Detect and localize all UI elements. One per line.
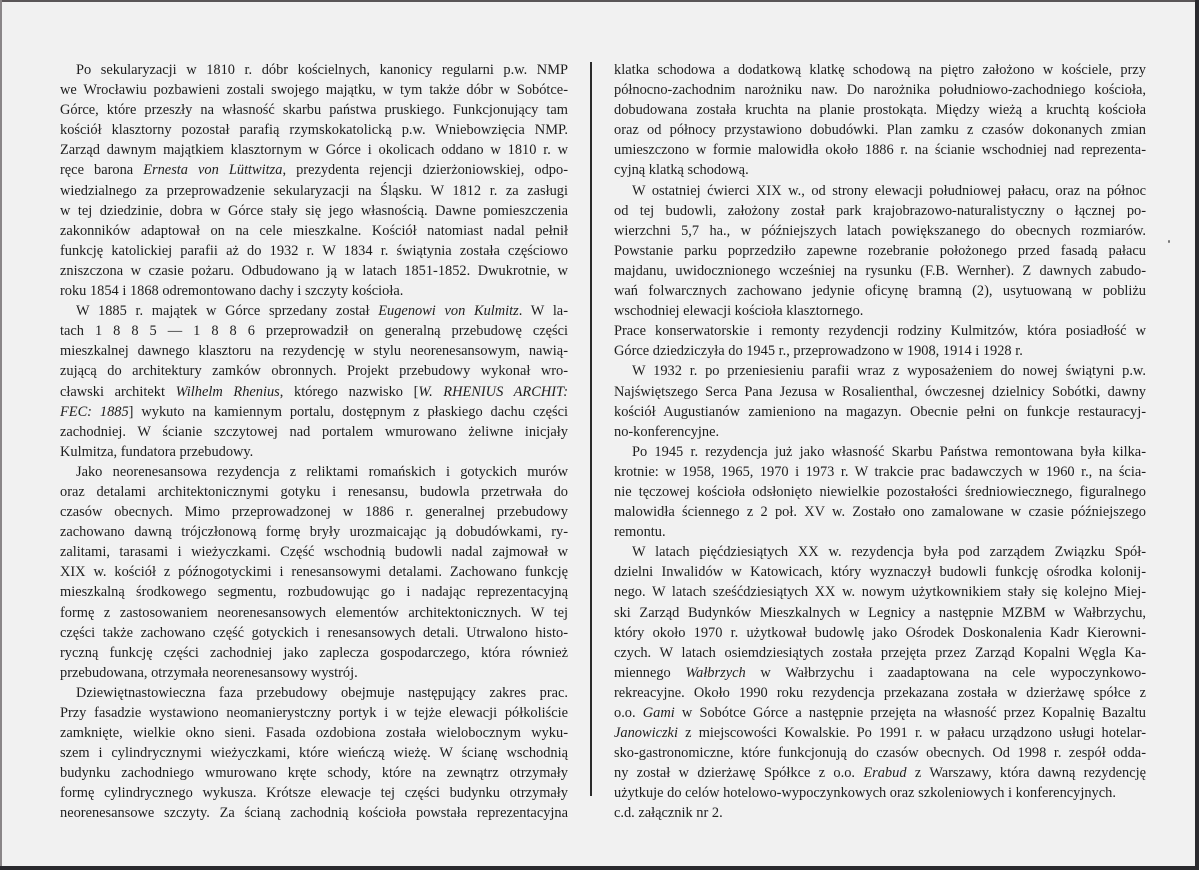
line-text: Górce dziedziczyła do 1945 r., przeprowadzono w 1908, 1914 i 1928 r.	[614, 343, 1023, 360]
text-line	[614, 803, 1146, 823]
italic-name: Eugenowi von Kulmitz	[378, 303, 519, 320]
line-text: zalitami, tarasami i wieżyczkami. Część wschodnią budowli nadal zajmował w	[60, 544, 568, 561]
text-line	[614, 582, 1146, 602]
line-text: W ostatniej ćwierci XIX w., od strony elewacji południowej pałacu, oraz na północ	[632, 182, 1146, 199]
line-text: Po sekularyzacji w 1810 r. dóbr kościelnych, kanonicy regularni p.w. NMP	[76, 62, 568, 78]
line-text: z miejscowości Kowalskie. Po 1991 r. w pałacu urządzono usługi hotelar-	[677, 725, 1146, 742]
text-line	[60, 462, 568, 482]
line-text: wiedzialnego za przeprowadzenie sekularyzacji na Śląsku. W 1812 r. za zasługi	[60, 182, 568, 199]
text-line	[614, 160, 1146, 180]
text-line	[60, 422, 568, 442]
text-line	[60, 442, 568, 462]
line-text: krotnie: w 1958, 1965, 1970 i 1973 r. W trakcie prac badawczych w 1960 r., na ścia-	[614, 463, 1146, 480]
text-column-right	[614, 60, 1146, 824]
text-line	[614, 221, 1146, 241]
line-text: czych. W latach osiemdziesiątych została przejęta przez Zarząd Kopalni Węgla Ka-	[614, 644, 1146, 661]
line-text: rekreacyjne. Około 1990 roku rezydencja przekazana została w dzierżawę spółce z	[614, 684, 1146, 701]
line-text: ryczną funkcję części zachodniej jako zaplecza gospodarczego, która również	[60, 644, 568, 661]
line-text: ny został w dzierżawę Spółkce z o.o.	[614, 765, 864, 782]
line-text: klatka schodowa a dodatkową klatkę schodową na piętro założono w kościele, przy	[614, 62, 1146, 78]
text-line	[60, 160, 568, 180]
text-line	[614, 422, 1146, 442]
text-line	[614, 603, 1146, 623]
text-line	[614, 522, 1146, 542]
text-line	[60, 643, 568, 663]
line-text: Najświętszego Serca Pana Jezusa w Rosalienthal, ówczesnej dzielnicy Sobótki, dawny	[614, 383, 1146, 400]
line-text: roku 1854 i 1868 odremontowano dachy i szczyty kościoła.	[60, 283, 404, 300]
text-line	[614, 100, 1146, 120]
line-text: z Warszawy, która dawną rezydencję	[906, 765, 1146, 782]
line-text: w Sobótce Górce a następnie przejęta na własność przez Kopalnię Bazaltu	[674, 705, 1147, 721]
text-line	[614, 241, 1146, 261]
text-line	[60, 361, 568, 381]
line-text: majdanu, uwidocznionego wcześniej na rysunku (F.B. Wernher). Z dawnych zabudo-	[614, 262, 1146, 279]
line-text: kościół klasztorny pozostał parafią rzymskokatolicką p.w. Wniebowzięcia NMP.	[60, 122, 568, 139]
line-text: zachodniej. W ścianie szczytowej nad portalem wmurowano żeliwne inicjały	[60, 423, 568, 440]
text-line	[614, 261, 1146, 281]
scan-border-right	[1195, 0, 1199, 870]
line-text: Jako neorenesansowa rezydencja z reliktami romańskich i gotyckich murów	[76, 463, 568, 480]
text-line	[614, 361, 1146, 381]
line-text: Prace konserwatorskie i remonty rezydencji rodziny Kulmitzów, która posiadłość w	[614, 323, 1146, 340]
line-text: użytkuje do celów hotelowo-wypoczynkowych oraz szkoleniowych i konferencyjnych.	[614, 785, 1116, 802]
italic-name: Ernesta von Lüttwitza	[143, 162, 283, 179]
italic-name: FEC: 1885	[60, 403, 129, 420]
text-line	[60, 582, 568, 602]
text-line	[60, 502, 568, 522]
line-text: c.d. załącznik nr 2.	[614, 805, 723, 822]
line-text: budynku zachodniego wmurowano kręte schody, które na zewnątrz otrzymały	[60, 765, 568, 782]
text-line	[60, 120, 568, 140]
line-text: przebudowana, otrzymała neorenesansowy wystrój.	[60, 664, 358, 681]
text-line	[614, 402, 1146, 422]
text-line	[614, 663, 1146, 683]
text-column-left	[60, 60, 568, 824]
text-line	[614, 683, 1146, 703]
text-line	[614, 281, 1146, 301]
line-text: cławski architekt	[60, 383, 176, 400]
text-line	[614, 120, 1146, 140]
line-text: zującą do architektury zamków obronnych. Projekt przebudowy wykonał wro-	[60, 363, 568, 380]
line-text: północno-zachodnim narożniku naw. Do narożnika południowo-zachodniego kościoła,	[614, 82, 1146, 99]
text-line	[614, 783, 1146, 803]
line-text: dobudowana została kruchta na planie prostokąta. Między wieżą a kruchtą kościoła	[614, 102, 1146, 119]
line-text: zakonników adaptował on na cele mieszkalne. Kościół natomiast nadal pełnił	[60, 222, 568, 239]
line-text: o.o.	[614, 705, 643, 721]
italic-name: Janowiczki	[614, 725, 678, 742]
text-line	[614, 181, 1146, 201]
line-text: Zarząd dawnym majątkiem klasztornym w Górce i okolicach oddano w 1810 r. w	[60, 142, 568, 159]
line-text: dzielni Inwalidów w Katowicach, który wyznaczył budowli funkcję ośrodka kolonij-	[614, 564, 1146, 581]
text-line	[60, 663, 568, 683]
line-text: tach 1 8 8 5 — 1 8 8 6 przeprowadził on generalną przebudowę części	[60, 323, 568, 340]
line-text: W 1932 r. po przeniesieniu parafii wraz z wyposażeniem do nowej świątyni p.w.	[632, 363, 1146, 380]
text-line	[614, 743, 1146, 763]
text-line	[614, 482, 1146, 502]
line-text: no-konferencyjne.	[614, 423, 720, 440]
line-text: umieszczono w formie malowidła około 1886 r. na ścianie wschodniej nad reprezenta-	[614, 142, 1146, 159]
text-line	[60, 402, 568, 422]
line-text: nie tęczowej kościoła odsłonięto niewielkie pozostałości średniowiecznego, figuralnego	[614, 483, 1146, 500]
scan-speck	[1168, 240, 1170, 243]
text-line	[60, 562, 568, 582]
line-text: czasów obecnych. Mimo przeprowadzonej w 1886 r. generalnej przebudowy	[60, 504, 568, 521]
line-text: wań folwarcznych zachowano jedynie oficynę bramną (2), usytuowaną w pobliżu	[614, 283, 1146, 300]
text-line	[614, 341, 1146, 361]
line-text: wschodniej elewacji kościoła klasztornego.	[614, 303, 864, 320]
line-text: . W la-	[518, 303, 568, 320]
text-line	[60, 703, 568, 723]
italic-name: Wilhelm Rhenius	[175, 383, 280, 400]
line-text: Kulmitza, fundatora przebudowy.	[60, 443, 254, 460]
text-line	[60, 140, 568, 160]
line-text: zamknięte, wielkie okno sieni. Fasada ozdobiona została wielobocznym wyku-	[60, 725, 568, 742]
line-text: od tej budowli, założony został park krajobrazowo-naturalistyczny o łącznej po-	[614, 202, 1146, 219]
text-line	[614, 301, 1146, 321]
text-line	[614, 623, 1146, 643]
line-text: oraz detalami architektonicznymi gotyku i renesansu, budowla przetrwała do	[60, 483, 568, 500]
line-text: mieszkalną środkowego segmentu, rozbudowując go i nadając reprezentacyjną	[60, 584, 568, 601]
text-line	[60, 482, 568, 502]
line-text: ręce barona	[60, 162, 144, 179]
text-line	[614, 140, 1146, 160]
text-line	[60, 281, 568, 301]
text-line	[614, 643, 1146, 663]
text-line	[614, 80, 1146, 100]
line-text: Górce, które przeszły na własność skarbu państwa pruskiego. Funkcjonujący tam	[60, 102, 568, 119]
line-text: formę z zastosowaniem neorenesansowych elementów architektonicznych. W tej	[60, 604, 568, 621]
line-text: , prezydenta rejencji dzierżoniowskiej, odpo-	[282, 162, 568, 179]
text-line	[60, 743, 568, 763]
line-text: formę cylindrycznego wykusza. Krótsze elewacje tej części budynku otrzymały	[60, 785, 568, 802]
line-text: XIX w. kościół z późnogotyckimi i renesansowymi detalami. Zachowano funkcję	[60, 564, 568, 581]
line-text: mieszkalnej dawnego klasztoru na rezydencję w stylu neorenesansowym, nawią-	[60, 343, 568, 360]
text-line	[614, 763, 1146, 783]
text-line	[60, 683, 568, 703]
line-text: nego. W latach sześćdziesiątych XX w. nowym użytkownikiem stały się kolejno Miej-	[614, 584, 1146, 601]
line-text: we Wrocławiu pozbawieni zostali swojego majątku, w tym także dóbr w Sobótce-	[60, 82, 568, 99]
scan-border-left	[0, 0, 2, 870]
text-line	[614, 542, 1146, 562]
text-line	[614, 442, 1146, 462]
line-text: ski Zarząd Budynków Mieszkalnych w Legnicy a następnie MZBM w Wałbrzychu,	[614, 604, 1146, 621]
line-text: W latach pięćdziesiątych XX w. rezydencja była pod zarządem Związku Spół-	[632, 544, 1146, 561]
text-line	[60, 221, 568, 241]
text-line	[614, 723, 1146, 743]
text-line	[60, 181, 568, 201]
text-line	[60, 301, 568, 321]
line-text: malowidła ściennego z 2 poł. XV w. Zostało ono zamalowane w czasie późniejszego	[614, 504, 1146, 521]
text-line	[60, 382, 568, 402]
text-line	[60, 60, 568, 80]
line-text: zniszczona w czasie pożaru. Odbudowano ją w latach 1851-1852. Dwukrotnie, w	[60, 262, 568, 279]
line-text: kościół Augustianów zamieniono na magazyn. Obecnie pełni on funkcje restauracyj-	[614, 403, 1146, 420]
line-text: sko-gastronomiczne, które funkcjonują do czasów obecnych. Od 1998 r. zespół odda-	[614, 745, 1146, 762]
text-line	[60, 341, 568, 361]
line-text: części także zachowano część gotyckich i renesansowych detali. Utrwalono histo-	[60, 624, 568, 641]
text-line	[60, 803, 568, 823]
text-line	[614, 201, 1146, 221]
italic-name: Wałbrzych	[685, 664, 746, 681]
line-text: który około 1970 r. użytkował budowlę jako Ośrodek Doskonalenia Kadr Kierowni-	[614, 624, 1146, 641]
text-line	[60, 522, 568, 542]
line-text: zachowano dawną trójczłonową formę bryły urozmaicając ją dobudówkami, ry-	[60, 524, 568, 541]
column-divider	[590, 62, 592, 796]
scan-border-bottom	[0, 866, 1199, 870]
text-line	[614, 703, 1146, 723]
line-text: szem i cylindrycznymi wieżyczkami, które wieńczą wieżę. W ścianę wschodnią	[60, 745, 568, 762]
text-line	[60, 603, 568, 623]
text-line	[614, 321, 1146, 341]
text-line	[60, 542, 568, 562]
text-line	[60, 241, 568, 261]
line-text: W 1885 r. majątek w Górce sprzedany został	[76, 303, 379, 320]
line-text: Dziewiętnastowieczna faza przebudowy obejmuje następujący zakres prac.	[76, 684, 568, 701]
line-text: ] wykuto na kamiennym portalu, dostępnym z płaskiego dachu części	[128, 403, 568, 420]
text-line	[60, 321, 568, 341]
line-text: neorenesansowe szczyty. Za ścianą zachodnią kościoła powstała reprezentacyjna	[60, 805, 568, 822]
text-line	[60, 201, 568, 221]
italic-name: Erabud	[863, 765, 907, 782]
text-line	[614, 502, 1146, 522]
line-text: w tej dziedzinie, dobra w Górce stały się jego własnością. Dawne pomieszczenia	[60, 202, 568, 219]
text-line	[60, 783, 568, 803]
text-line	[60, 80, 568, 100]
line-text: cyjną klatką schodową.	[614, 162, 749, 179]
line-text: Powstanie parku poprzedziło zapewne rozebranie położonego przed fasadą pałacu	[614, 242, 1146, 259]
text-line	[614, 382, 1146, 402]
text-line	[614, 60, 1146, 80]
text-line	[60, 623, 568, 643]
line-text: Po 1945 r. rezydencja już jako własność Skarbu Państwa remontowana była kilka-	[632, 443, 1146, 460]
line-text: miennego	[614, 664, 686, 681]
line-text: w Wałbrzychu i zaadaptowana na cele wypoczynkowo-	[745, 664, 1146, 681]
text-line	[60, 261, 568, 281]
line-text: oraz od północy przystawiono dobudówki. Plan zamku z czasów dokonanych zmian	[614, 122, 1146, 139]
text-line	[60, 100, 568, 120]
line-text: wierzchni 5,7 ha., w późniejszych latach powiększanego do obecnych rozmiarów.	[614, 222, 1146, 239]
line-text: remontu.	[614, 524, 666, 541]
line-text: Przy fasadzie wystawiono neomanierystczny portyk i w tejże elewacji półkoliście	[60, 705, 568, 721]
text-line	[60, 763, 568, 783]
text-line	[614, 462, 1146, 482]
line-text: funkcję katolickiej parafii aż do 1932 r. W 1834 r. świątynia została częściowo	[60, 242, 568, 259]
line-text: , którego nazwisko [	[279, 383, 419, 400]
text-line	[60, 723, 568, 743]
text-line	[614, 562, 1146, 582]
italic-name: Gami	[642, 705, 675, 721]
scan-border-top	[0, 0, 1199, 2]
italic-inscription: W. RHENIUS ARCHIT:	[418, 383, 569, 400]
